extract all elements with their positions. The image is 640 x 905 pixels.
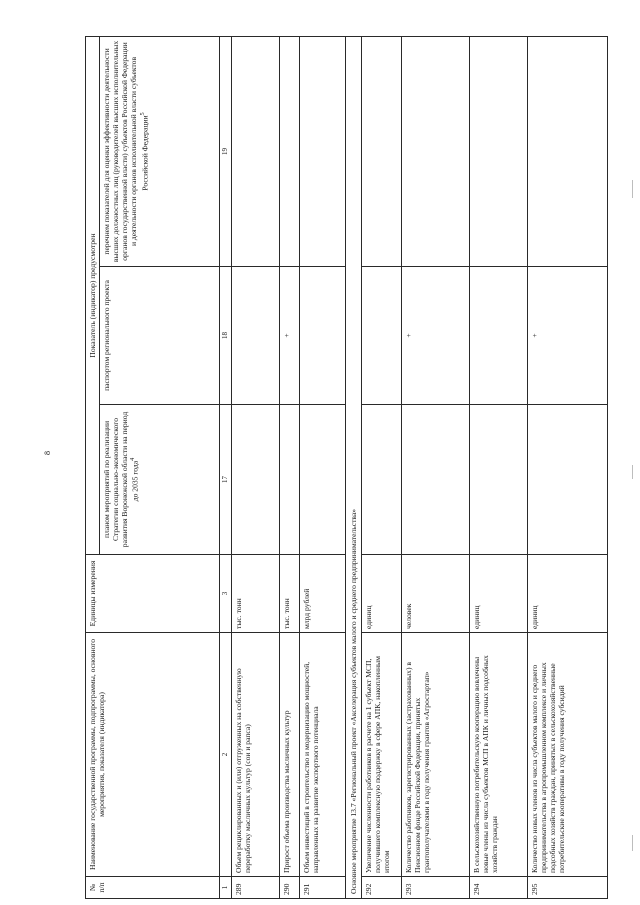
row-list bbox=[401, 36, 469, 266]
footnote-marker: 5 bbox=[138, 112, 146, 116]
footnote-marker: 4 bbox=[129, 457, 137, 461]
row-list bbox=[299, 36, 345, 266]
row-passport bbox=[299, 267, 345, 405]
row-passport: + bbox=[401, 267, 469, 405]
table-row bbox=[527, 36, 607, 898]
row-unit: единиц bbox=[527, 555, 607, 633]
row-plan bbox=[527, 405, 607, 555]
rotated-page bbox=[85, 37, 613, 899]
table-row bbox=[279, 36, 299, 898]
row-name: Увеличение численности работников в расчете на 1 субъект МСП, получившего комплексную поддержку в сфере АПК, накопленным итогом bbox=[361, 633, 401, 877]
scan-edge-mark bbox=[632, 180, 633, 198]
table-row bbox=[401, 36, 469, 898]
col-number: 3 bbox=[220, 555, 231, 633]
row-plan bbox=[231, 405, 279, 555]
row-name: Объем инвестиций в строительство и модернизацию мощностей, направленных на развитие экспортного потенциала bbox=[299, 633, 345, 877]
row-num: 293 bbox=[401, 877, 469, 899]
table-row bbox=[231, 36, 279, 898]
header-row-1 bbox=[86, 36, 100, 898]
row-passport bbox=[469, 267, 527, 405]
row-num: 295 bbox=[527, 877, 607, 899]
row-plan bbox=[401, 405, 469, 555]
section-title: Основное мероприятие 13.7 «Региональный проект «Акселерация субъектов малого и среднего предпринимательства» bbox=[345, 36, 361, 898]
table-frame bbox=[85, 37, 613, 899]
row-name: Количество работников, зарегистрированных (застрахованных) в Пенсионном фонде Российской Федерации, принятых грантополучателями в году получения грантов «Агростартап» bbox=[401, 633, 469, 877]
scan-edge-mark bbox=[632, 465, 633, 479]
row-num: 289 bbox=[231, 877, 279, 899]
table-row bbox=[299, 36, 345, 898]
row-name: Количество новых членов из числа субъектов малого и среднего предпринимательства в агропромышленном комплексе и личных подсобных хозяйств граждан, принятых в сельскохозяйственные потребительские кооперативы в году получения субсидий bbox=[527, 633, 607, 877]
row-unit: единиц bbox=[469, 555, 527, 633]
row-passport bbox=[231, 267, 279, 405]
col-number: 1 bbox=[220, 877, 231, 899]
row-name: Прирост объема производства масличных культур bbox=[279, 633, 299, 877]
row-plan bbox=[361, 405, 401, 555]
row-list bbox=[469, 36, 527, 266]
col-number: 19 bbox=[220, 36, 231, 266]
row-unit: млрд рублей bbox=[299, 555, 345, 633]
row-plan bbox=[279, 405, 299, 555]
row-passport: + bbox=[527, 267, 607, 405]
section-row bbox=[345, 36, 361, 898]
col-number: 17 bbox=[220, 405, 231, 555]
row-num: 294 bbox=[469, 877, 527, 899]
header-passport: паспортом регионального проекта bbox=[100, 267, 220, 405]
indicators-table bbox=[85, 36, 608, 899]
header-plan: планом мероприятий по реализации Стратегии социально-экономического развития Воронежской области на период до 2035 года$^4$ bbox=[100, 405, 220, 555]
table-row bbox=[361, 36, 401, 898]
scan-edge-mark bbox=[632, 835, 633, 851]
row-num: 292 bbox=[361, 877, 401, 899]
header-list: перечнем показателей для оценки эффективности деятельности высших должностных лиц (руководителей высших исполнительных органов государственной власти) субъектов Российской Федерации и деятельности органов исполнительной власти субъектов Российской Федерации$^5$ bbox=[100, 36, 220, 266]
row-unit: тыс. тонн bbox=[231, 555, 279, 633]
table-row bbox=[469, 36, 527, 898]
row-list bbox=[361, 36, 401, 266]
row-passport bbox=[361, 267, 401, 405]
page-number: 8 bbox=[43, 451, 52, 455]
row-plan bbox=[469, 405, 527, 555]
row-list bbox=[279, 36, 299, 266]
row-plan bbox=[299, 405, 345, 555]
header-name: Наименование государственной программы, подпрограммы, основного мероприятия, показателя (индикатора) bbox=[86, 633, 220, 877]
column-numbers-row bbox=[220, 36, 231, 898]
row-unit: человек bbox=[401, 555, 469, 633]
col-number: 18 bbox=[220, 267, 231, 405]
row-passport: + bbox=[279, 267, 299, 405]
row-list bbox=[527, 36, 607, 266]
col-number: 2 bbox=[220, 633, 231, 877]
header-unit: Единицы измерения bbox=[86, 555, 220, 633]
row-unit: единиц bbox=[361, 555, 401, 633]
row-list bbox=[231, 36, 279, 266]
header-indicator-group: Показатель (индикатор) предусмотрен bbox=[86, 36, 100, 554]
row-name: В сельскохозяйственную потребительскую кооперацию вовлечены новые члены из числа субъектов МСП в АПК и личных подсобных хозяйств граждан bbox=[469, 633, 527, 877]
header-num: № п/п bbox=[86, 877, 220, 899]
row-name: Объем рециклированных и (или) отгруженных на собственную переработку масличных культур (сои и рапса) bbox=[231, 633, 279, 877]
row-unit: тыс. тонн bbox=[279, 555, 299, 633]
row-num: 291 bbox=[299, 877, 345, 899]
row-num: 290 bbox=[279, 877, 299, 899]
